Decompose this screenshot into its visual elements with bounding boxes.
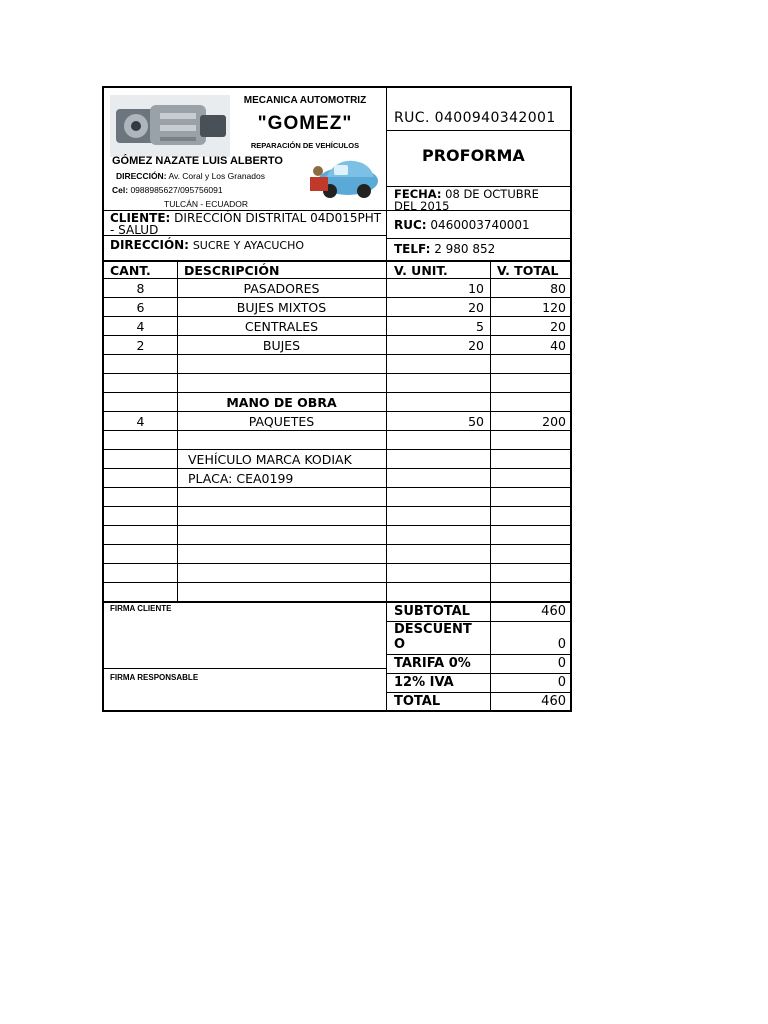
labor-cant: 4 [136,414,145,429]
header-v-total: V. TOTAL [497,263,559,278]
row-cant: 2 [136,338,145,353]
row-total: 40 [550,338,566,353]
document-title: PROFORMA [422,146,525,165]
issuer-ruc: RUC. 0400940342001 [394,110,556,126]
company-service: REPARACIÓN DE VEHÍCULOS [250,141,360,150]
direccion: DIRECCIÓN: SUCRE Y AYACUCHO [110,238,305,252]
header-descripcion: DESCRIPCIÓN [184,263,280,278]
row-unit: 5 [476,319,484,334]
row-cant: 6 [136,300,145,315]
labor-unit: 50 [468,414,484,429]
fecha: FECHA: 08 DE OCTUBRE DEL 2015 [394,187,539,213]
divider [386,88,387,210]
iva-label: 12% IVA [394,675,454,690]
company-line1: MECANICA AUTOMOTRIZ [243,95,367,106]
company-name: "GOMEZ" [257,113,353,134]
company-city: TULCÁN - ECUADOR [164,199,249,209]
subtotal-label: SUBTOTAL [394,604,470,619]
tarifa-label: TARIFA 0% [394,656,471,671]
company-logo-block [108,91,376,211]
cliente: CLIENTE: DIRECCIÓN DISTRITAL 04D015PHT - SALUD [110,211,382,237]
row-total: 20 [550,319,566,334]
row-desc: PASADORES [243,281,320,296]
row-desc: BUJES [262,338,301,353]
row-total: 120 [542,300,566,315]
proforma-sheet [102,86,572,712]
row-cant: 8 [136,281,145,296]
subtotal-value: 460 [541,604,566,619]
row-unit: 20 [468,300,484,315]
row-total: 80 [550,281,566,296]
descuento-value: 0 [557,637,566,652]
firma-responsable: FIRMA RESPONSABLE [110,673,199,682]
row-desc: CENTRALES [244,319,319,334]
labor-total: 200 [542,414,566,429]
section-mano-de-obra: MANO DE OBRA [226,395,337,410]
descuento-label: DESCUENT O [394,622,472,652]
header-v-unit: V. UNIT. [394,263,448,278]
divider [386,210,387,260]
divider [104,260,572,262]
total-label: TOTAL [394,694,441,709]
labor-desc: PAQUETES [248,414,315,429]
engine-image [110,95,230,157]
row-cant: 4 [136,319,145,334]
divider [386,238,572,239]
company-phone: Cel: 0988985627/095756091 [112,185,223,195]
car-image [308,151,380,201]
client-ruc: RUC: 0460003740001 [394,218,530,232]
vehicle-note: VEHÍCULO MARCA KODIAK [188,452,352,467]
company-address: DIRECCIÓN: Av. Coral y Los Granados [116,171,265,181]
iva-value: 0 [557,675,566,690]
plate-note: PLACA: CEA0199 [188,471,294,486]
divider [386,130,572,131]
row-unit: 20 [468,338,484,353]
row-desc: BUJES MIXTOS [236,300,327,315]
tarifa-value: 0 [557,656,566,671]
total-value: 460 [541,694,566,709]
firma-cliente: FIRMA CLIENTE [110,604,172,613]
telf: TELF: 2 980 852 [394,242,496,256]
company-owner: GÓMEZ NAZATE LUIS ALBERTO [112,155,283,167]
row-unit: 10 [468,281,484,296]
header-cant: CANT. [110,263,151,278]
